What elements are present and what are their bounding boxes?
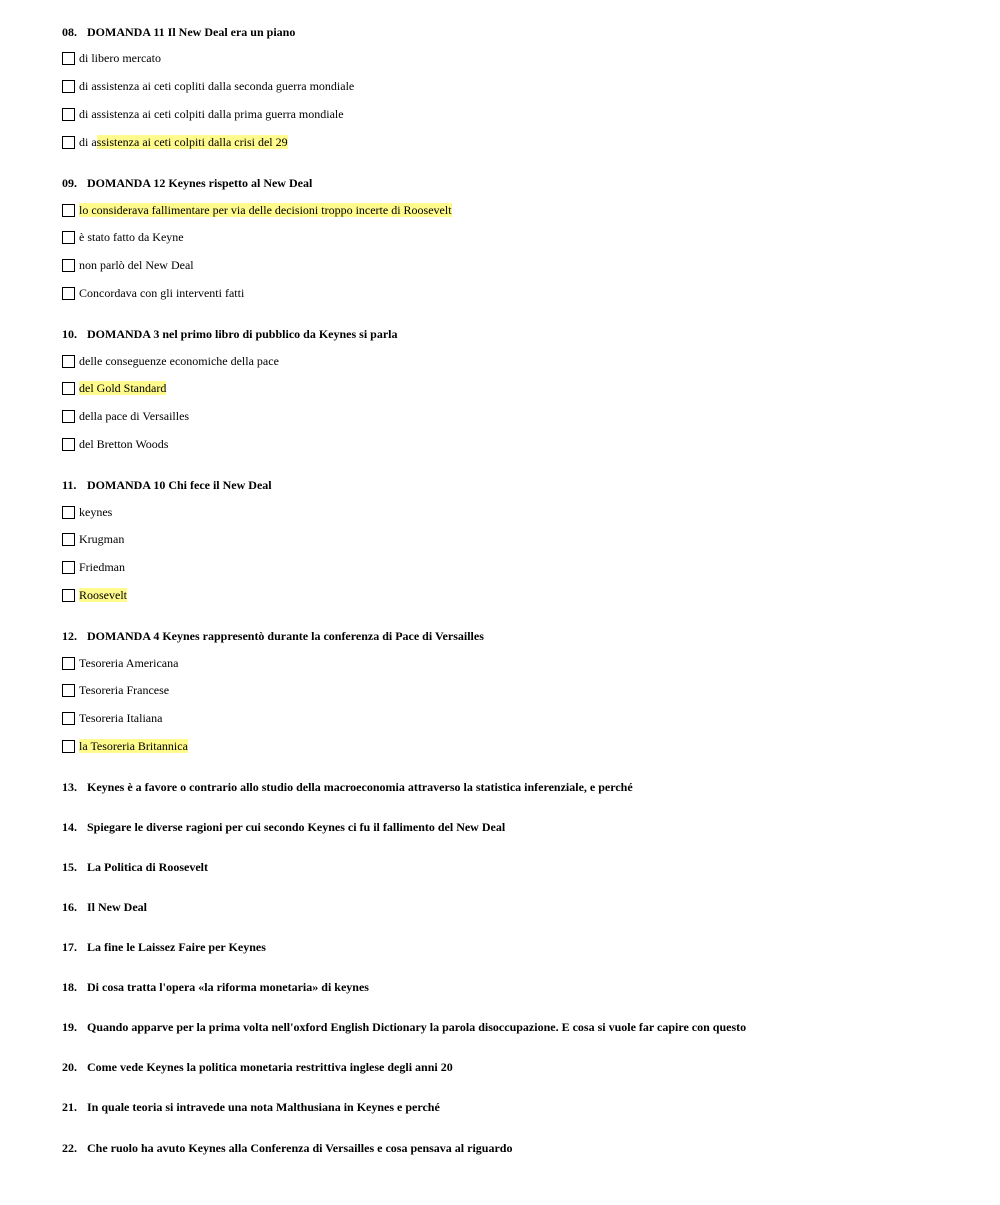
answer-option[interactable] bbox=[62, 50, 161, 66]
answer-option[interactable] bbox=[62, 655, 178, 671]
option-label bbox=[79, 560, 125, 575]
open-question bbox=[62, 980, 369, 995]
answer-option[interactable] bbox=[62, 559, 125, 575]
answer-option[interactable] bbox=[62, 682, 169, 698]
option-text: delle conseguenze economiche della pace bbox=[79, 353, 279, 368]
question-title bbox=[62, 478, 272, 493]
answer-checkbox[interactable] bbox=[62, 259, 75, 272]
answer-checkbox[interactable] bbox=[62, 231, 75, 244]
option-text: di assistenza ai ceti colpiti dalla prima guerra mondiale bbox=[79, 106, 344, 121]
option-label bbox=[79, 286, 244, 301]
option-label bbox=[79, 505, 112, 520]
option-text: Concordava con gli interventi fatti bbox=[79, 285, 245, 300]
answer-option[interactable] bbox=[62, 408, 189, 424]
answer-checkbox[interactable] bbox=[62, 136, 75, 149]
question-number: 22. bbox=[62, 1141, 77, 1155]
question-title bbox=[62, 629, 484, 644]
option-text: Tesoreria Americana bbox=[79, 655, 179, 670]
question-text: Quando apparve per la prima volta nell'oxford English Dictionary la parola disoccupazione. E cosa si vuole far capire con questo bbox=[87, 1020, 747, 1034]
question-number: 13. bbox=[62, 780, 77, 794]
open-question bbox=[62, 860, 208, 875]
question-text: DOMANDA 11 Il New Deal era un piano bbox=[87, 25, 296, 39]
option-label bbox=[79, 656, 178, 671]
question-text: DOMANDA 10 Chi fece il New Deal bbox=[87, 478, 272, 492]
option-label bbox=[79, 51, 161, 66]
question-text: Di cosa tratta l'opera «la riforma monetaria» di keynes bbox=[87, 980, 369, 994]
option-label bbox=[79, 203, 452, 218]
answer-checkbox[interactable] bbox=[62, 589, 75, 602]
answer-checkbox[interactable] bbox=[62, 438, 75, 451]
question-text: Che ruolo ha avuto Keynes alla Conferenza di Versailles e cosa pensava al riguardo bbox=[87, 1141, 513, 1155]
option-text: di libero mercato bbox=[79, 50, 161, 65]
question-text: In quale teoria si intravede una nota Malthusiana in Keynes e perché bbox=[87, 1100, 440, 1114]
answer-checkbox[interactable] bbox=[62, 108, 75, 121]
option-text: di assistenza ai ceti copliti dalla seconda guerra mondiale bbox=[79, 78, 355, 93]
question-number: 10. bbox=[62, 327, 77, 341]
option-text: keynes bbox=[79, 504, 113, 519]
open-question bbox=[62, 780, 633, 795]
answer-option[interactable] bbox=[62, 531, 124, 547]
answer-checkbox[interactable] bbox=[62, 740, 75, 753]
question-number: 11. bbox=[62, 478, 77, 492]
question-title bbox=[62, 25, 295, 40]
question-text: Come vede Keynes la politica monetaria restrittiva inglese degli anni 20 bbox=[87, 1060, 453, 1074]
question-number: 19. bbox=[62, 1020, 77, 1034]
answer-checkbox[interactable] bbox=[62, 410, 75, 423]
question-text: DOMANDA 4 Keynes rappresentò durante la conferenza di Pace di Versailles bbox=[87, 629, 484, 643]
open-question bbox=[62, 900, 147, 915]
answer-checkbox[interactable] bbox=[62, 204, 75, 217]
open-question bbox=[62, 940, 266, 955]
highlighted-text: Roosevelt bbox=[79, 587, 127, 602]
question-text: DOMANDA 3 nel primo libro di pubblico da Keynes si parla bbox=[87, 327, 398, 341]
answer-option[interactable] bbox=[62, 504, 112, 520]
open-question bbox=[62, 1141, 512, 1156]
open-question bbox=[62, 820, 505, 835]
option-text: della pace di Versailles bbox=[79, 408, 190, 423]
question-title bbox=[62, 176, 312, 191]
option-text: Tesoreria Italiana bbox=[79, 710, 163, 725]
option-label bbox=[79, 739, 188, 754]
answer-checkbox[interactable] bbox=[62, 52, 75, 65]
answer-option[interactable] bbox=[62, 202, 452, 218]
answer-checkbox[interactable] bbox=[62, 561, 75, 574]
answer-option[interactable] bbox=[62, 380, 166, 396]
highlighted-text: del Gold Standard bbox=[79, 380, 167, 395]
option-label bbox=[79, 258, 194, 273]
option-text: Friedman bbox=[79, 559, 125, 574]
answer-checkbox[interactable] bbox=[62, 684, 75, 697]
option-label bbox=[79, 532, 124, 547]
highlighted-text: lo considerava fallimentare per via delle decisioni troppo incerte di Roosevelt bbox=[79, 202, 452, 217]
question-number: 08. bbox=[62, 25, 77, 39]
option-label bbox=[79, 381, 166, 396]
highlighted-text: la Tesoreria Britannica bbox=[79, 738, 188, 753]
question-text: Keynes è a favore o contrario allo studio della macroeconomia attraverso la statistica inferenziale, e perché bbox=[87, 780, 633, 794]
option-text: Krugman bbox=[79, 531, 125, 546]
question-number: 14. bbox=[62, 820, 77, 834]
answer-option[interactable] bbox=[62, 436, 168, 452]
open-question bbox=[62, 1020, 746, 1035]
question-number: 12. bbox=[62, 629, 77, 643]
answer-option[interactable] bbox=[62, 738, 188, 754]
option-label bbox=[79, 230, 184, 245]
option-label bbox=[79, 79, 354, 94]
question-number: 15. bbox=[62, 860, 77, 874]
question-number: 17. bbox=[62, 940, 77, 954]
answer-checkbox[interactable] bbox=[62, 533, 75, 546]
answer-checkbox[interactable] bbox=[62, 287, 75, 300]
answer-option[interactable] bbox=[62, 257, 194, 273]
answer-checkbox[interactable] bbox=[62, 80, 75, 93]
option-label bbox=[79, 107, 344, 122]
option-text: Tesoreria Francese bbox=[79, 682, 170, 697]
open-question bbox=[62, 1060, 453, 1075]
answer-option[interactable] bbox=[62, 710, 162, 726]
answer-option[interactable] bbox=[62, 353, 279, 369]
answer-option[interactable] bbox=[62, 106, 344, 122]
question-title bbox=[62, 327, 397, 342]
option-text: del Bretton Woods bbox=[79, 436, 169, 451]
option-label bbox=[79, 437, 168, 452]
question-text: La fine le Laissez Faire per Keynes bbox=[87, 940, 266, 954]
option-label bbox=[79, 135, 288, 150]
answer-checkbox[interactable] bbox=[62, 382, 75, 395]
answer-option[interactable] bbox=[62, 587, 127, 603]
question-text: Spiegare le diverse ragioni per cui secondo Keynes ci fu il fallimento del New Deal bbox=[87, 820, 506, 834]
answer-checkbox[interactable] bbox=[62, 657, 75, 670]
answer-option[interactable] bbox=[62, 285, 244, 301]
question-number: 09. bbox=[62, 176, 77, 190]
question-number: 18. bbox=[62, 980, 77, 994]
answer-checkbox[interactable] bbox=[62, 712, 75, 725]
question-number: 20. bbox=[62, 1060, 77, 1074]
answer-checkbox[interactable] bbox=[62, 355, 75, 368]
question-text: Il New Deal bbox=[87, 900, 147, 914]
question-text: La Politica di Roosevelt bbox=[87, 860, 208, 874]
answer-option[interactable] bbox=[62, 134, 288, 150]
option-text: è stato fatto da Keyne bbox=[79, 229, 184, 244]
answer-option[interactable] bbox=[62, 78, 354, 94]
open-question bbox=[62, 1100, 440, 1115]
option-label bbox=[79, 588, 127, 603]
question-number: 21. bbox=[62, 1100, 77, 1114]
highlighted-text: ssistenza ai ceti colpiti dalla crisi del 29 bbox=[96, 134, 288, 149]
answer-checkbox[interactable] bbox=[62, 506, 75, 519]
answer-option[interactable] bbox=[62, 229, 184, 245]
option-label bbox=[79, 711, 162, 726]
option-label bbox=[79, 409, 189, 424]
question-text: DOMANDA 12 Keynes rispetto al New Deal bbox=[87, 176, 313, 190]
question-number: 16. bbox=[62, 900, 77, 914]
option-label bbox=[79, 354, 279, 369]
option-text: di a bbox=[79, 134, 97, 149]
option-label bbox=[79, 683, 169, 698]
option-text: non parlò del New Deal bbox=[79, 257, 194, 272]
